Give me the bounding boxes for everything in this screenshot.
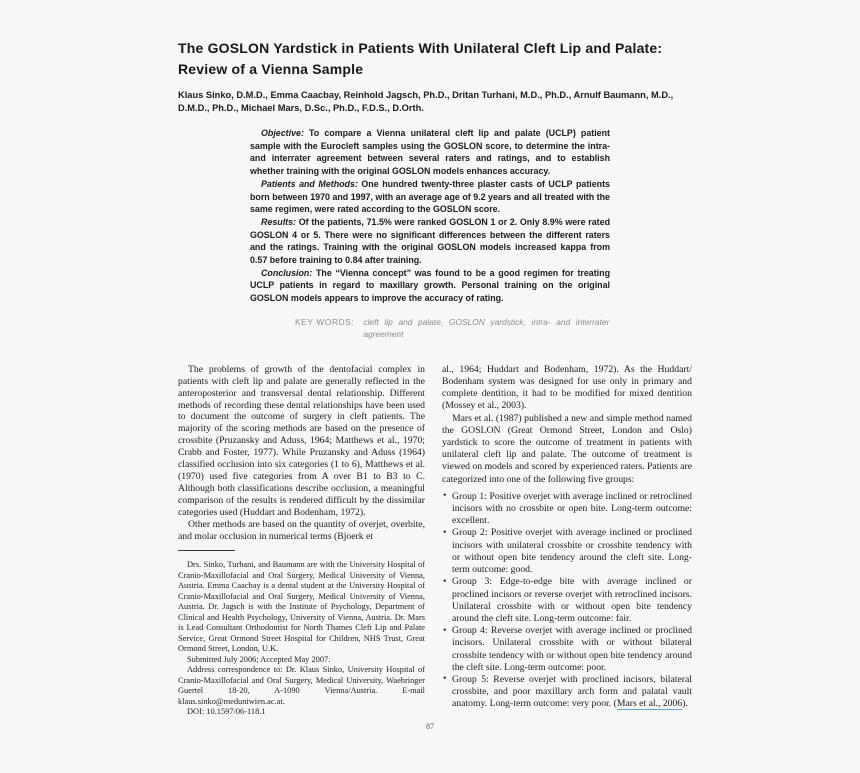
abstract-results: [250, 216, 610, 267]
title-line-1: The GOSLON Yardstick in Patients With Unilateral Cleft Lip and Palate:: [178, 40, 663, 56]
group-item-text: Group 4: Reverse overjet with average inclined or proclined incisors. Unilateral crossbite with or without bilateral crossbite tendency with or without open bite tendency around the cleft site. Long-term outcome: poor.: [452, 625, 692, 673]
page-content: [178, 38, 692, 718]
abstract-methods: [250, 178, 610, 216]
keywords-text: cleft lip and palate, GOSLON yardstick, intra- and interrater agreement: [363, 316, 610, 339]
body-paragraph: Other methods are based on the quantity of overjet, overbite, and molar occlusion in numerical terms (Bjoerk et: [178, 518, 425, 542]
footnote-submitted: Submitted July 2006; Accepted May 2007.: [187, 654, 331, 664]
group-item-3: [442, 576, 692, 625]
body-paragraph: The problems of growth of the dentofacial complex in patients with cleft lip and palate are generally reflected in the anteroposterior and transversal dental relationship. Different methods of recording these dental relationships have been used to document the outcome of surgery in cleft patients. The majority of the scoring methods are based on the presence of crossbite (Pruzansky and Aduss, 1964; Matthews et al., 1970; Crabb and Foster, 1977). While Pruzansky and Aduss (1964) classified occlusion into six categories (1 to 6), Matthews et al. (1970) used five categories from A over B1 to B3 to C. Although both classifications describe occlusion, a meaningful comparison of the results is rendered difficult by the dissimilar categories used (Huddart and Bodenham, 1972).: [178, 363, 425, 518]
footnote-affiliations: Drs. Sinko, Turhani, and Baumann are with the University Hospital of Cranio-Maxillofacial and Oral Surgery, Medical University of Vienna, Austria. Emma Caacbay is a dental student at the University Hospital of Cranio-Maxillofacial and Oral Surgery, Medical University of Vienna, Austria. Dr. Jagsch is with the Institute of Psychology, Department of Clinical and Health Psychology, University of Vienna, Austria. Dr. Mars is Lead Consultant Orthodontist for North Thames Cleft Lip and Palate Service, Great Ormond Street Hospital for Children, NHS Trust, Great Ormond Street, London, U.K.: [178, 560, 425, 654]
abstract-results-text: Of the patients, 71.5% were ranked GOSLON 1 or 2. Only 8.9% were rated GOSLON 4 or 5. There were no significant differences between the different raters and the ratings. Training with the original GOSLON models increased kappa from 0.57 before training to 0.84 after training.: [250, 216, 610, 266]
bullet-icon: •: [443, 490, 447, 502]
group-item-5: [442, 674, 692, 711]
abstract-objective: [250, 127, 610, 178]
body-paragraph: Mars et al. (1987) published a new and simple method named the GOSLON (Great Ormond Street, London and Oslo) yardstick to score the outcome of treatment in patients with unilateral cleft lip and palate. The outcome of treatment is viewed on models and scored by experienced raters. Patients are categorized into one of the following five groups:: [442, 412, 692, 485]
abstract-objective-text: To compare a Vienna unilateral cleft lip and palate (UCLP) patient sample with the Eurocleft samples using the GOSLON score, to determine the intra- and interrater agreement between several raters and ratings, and to establish whether training with the original GOSLON models enhances accuracy.: [250, 128, 610, 177]
bullet-icon: •: [443, 526, 447, 538]
citation-link-mars-2006[interactable]: Mars et al., 2006: [616, 698, 683, 710]
abstract-methods-text: One hundred twenty-three plaster casts of UCLP patients born between 1970 and 1997, with an average age of 9.2 years and all treated with the same regimen, were rated according to the GOSLON score.: [250, 178, 610, 215]
body-left-column: [178, 364, 425, 718]
footnote-block: [178, 560, 425, 718]
group-item-text: Group 1: Positive overjet with average inclined or retroclined incisors with no crossbite or open bite. Long-term outcome: excellent.: [452, 490, 692, 527]
keywords-section: [295, 316, 692, 340]
body-right-column: [442, 364, 692, 718]
bullet-icon: •: [443, 624, 447, 636]
page-number: 87: [426, 722, 434, 731]
keywords-label: KEY WORDS:: [295, 316, 355, 327]
group-item-suffix: ).: [682, 698, 688, 710]
abstract-methods-label: Patients and Methods:: [261, 178, 358, 189]
group-item-2: [442, 527, 692, 576]
group-item-4: [442, 625, 692, 674]
group-item-text: Group 5: Reverse overjet with proclined incisors, bilateral crossbite, and poor maxillary arch form and palatal vault anatomy. Long-term outcome: very poor. (: [452, 673, 692, 710]
group-item-1: [442, 491, 692, 528]
footnote-doi: DOI: 10.1597/06-118.1: [187, 707, 266, 717]
abstract-section: [250, 127, 610, 305]
abstract-objective-label: Objective:: [261, 128, 304, 138]
abstract-conclusion-text: The “Vienna concept” was found to be a good regimen for treating UCLP patients in regard to maxillary growth. Personal training on the original GOSLON models appears to improve the accuracy of rating.: [250, 267, 610, 304]
body-columns: [178, 364, 692, 718]
page-title: [178, 38, 692, 80]
group-item-text: Group 2: Positive overjet with average inclined or proclined incisors with unilateral crossbite or crossbite tendency with or without open bite tendency around the cleft site. Long-term outcome: good.: [452, 527, 692, 576]
footnote-correspondence: Address correspondence to: Dr. Klaus Sinko, University Hospital of Cranio-Maxillofacial and Oral Surgery, Medical University, Waehringer Guertel 18-20, A-1090 Vienna/Austria. E-mail klaus.sinko@meduniwien.ac.at.: [178, 665, 425, 706]
bullet-icon: •: [443, 575, 447, 587]
body-paragraph: al., 1964; Huddart and Bodenham, 1972). As the Huddart/ Bodenham system was designed for use only in primary and complete dentition, it had to be modified for mixed dentition (Mossey et al., 2003).: [442, 363, 692, 412]
group-list: [442, 491, 692, 711]
group-item-text: Group 3: Edge-to-edge bite with average inclined or proclined incisors or reverse overjet with retroclined incisors. Unilateral crossbite with or without open bite tendency around the cleft site. Long-term outcome: fair.: [452, 576, 692, 624]
authors-line: Klaus Sinko, D.M.D., Emma Caacbay, Reinhold Jagsch, Ph.D., Dritan Turhani, M.D., Ph.D., Arnulf Baumann, M.D., D.M.D., Ph.D., Michael Mars, D.Sc., Ph.D., F.D.S., D.Orth.: [178, 90, 674, 113]
footnote-rule: [178, 550, 235, 551]
bullet-icon: •: [443, 673, 447, 685]
abstract-results-label: Results:: [261, 216, 297, 227]
abstract-conclusion: [250, 267, 610, 305]
abstract-conclusion-label: Conclusion:: [261, 267, 313, 278]
title-line-2: Review of a Vienna Sample: [178, 61, 364, 77]
